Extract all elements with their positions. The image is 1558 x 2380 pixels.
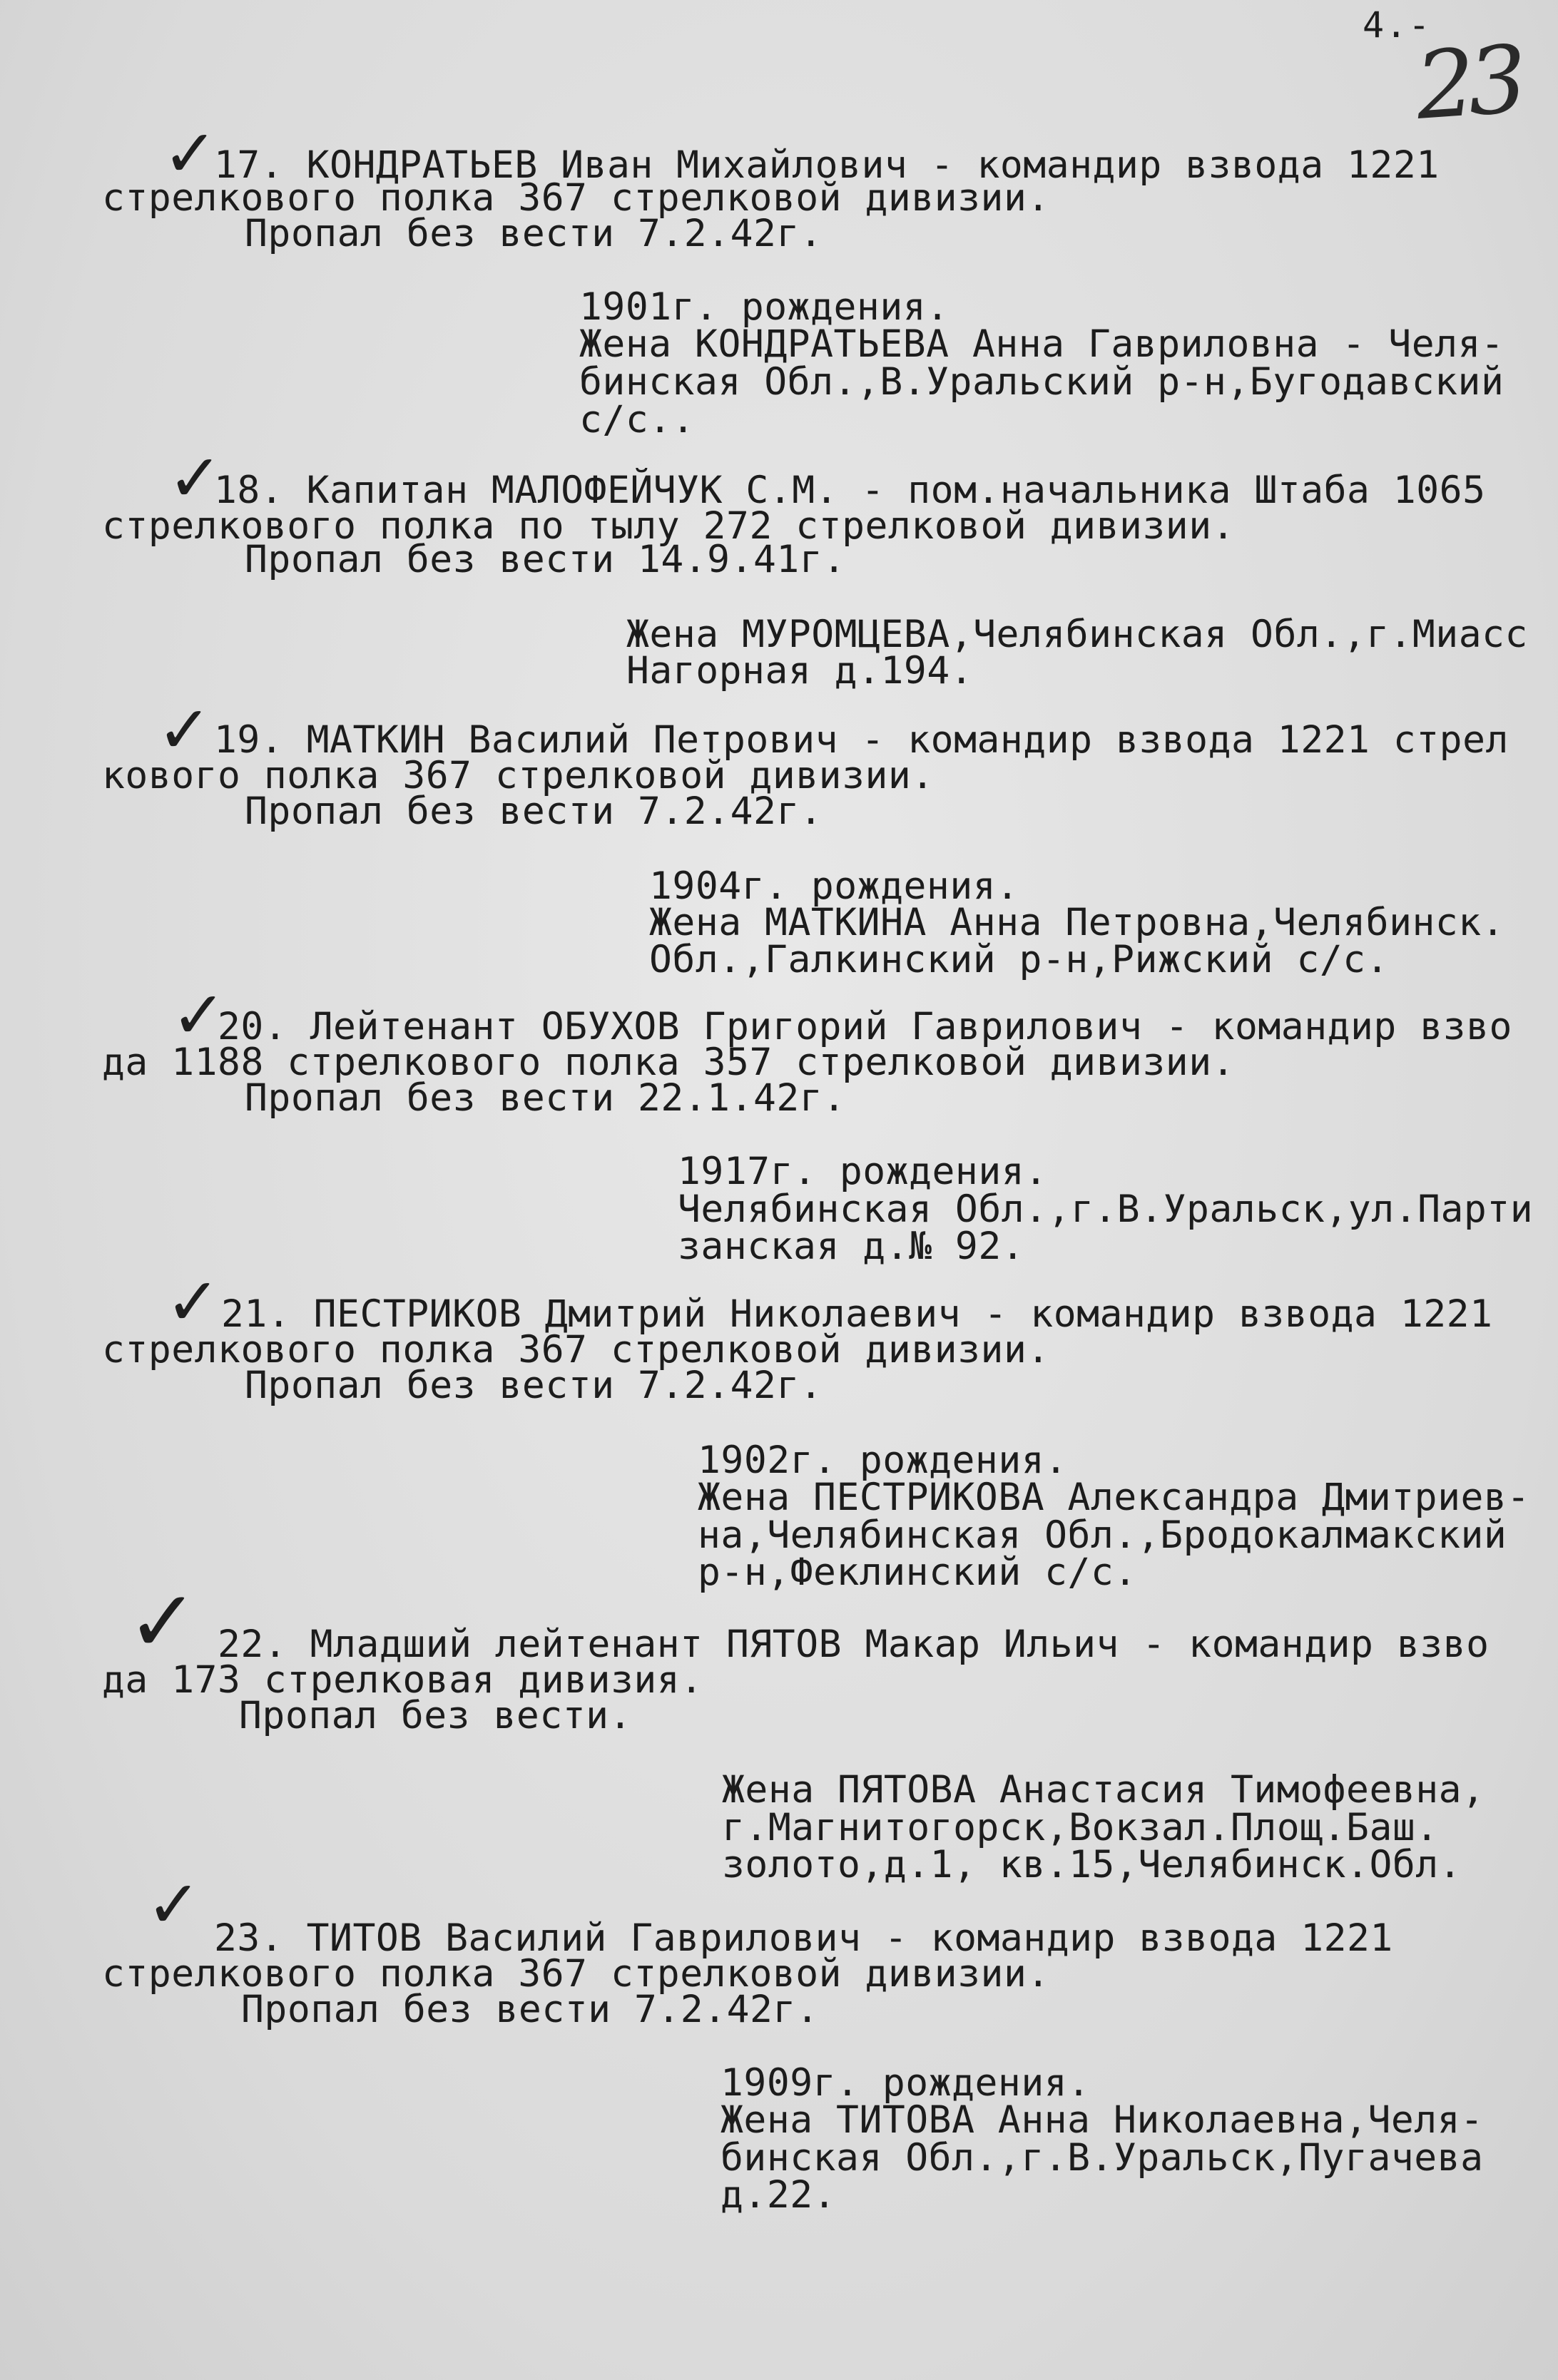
- entry-detail: Жена ПЯТОВА Анастасия Тимофеевна,: [722, 1768, 1485, 1812]
- entry-detail: 1917г. рождения.: [678, 1150, 1048, 1193]
- entry-line-1: 20. Лейтенант ОБУХОВ Григорий Гаврилович - командир взво: [218, 1005, 1512, 1048]
- entry-detail: г.Магнитогорск,Вокзал.Площ.Баш.: [722, 1806, 1439, 1849]
- entry-detail: занская д.№ 92.: [678, 1225, 1025, 1268]
- checkmark-icon: ✓: [163, 116, 218, 192]
- handwritten-page-number: 23: [1412, 25, 1524, 141]
- entry-detail: золото,д.1, кв.15,Челябинск.Обл.: [722, 1843, 1462, 1886]
- entry-line-2: стрелкового полка 367 стрелковой дивизии.: [102, 176, 1050, 220]
- entry-detail: Жена КОНДРАТЬЕВА Анна Гавриловна - Челя-: [579, 322, 1504, 366]
- entry-missing-line: Пропал без вести 22.1.42г.: [245, 1076, 846, 1120]
- checkmark-icon: ✓: [127, 1573, 199, 1672]
- checkmark-icon: ✓: [157, 692, 213, 768]
- entry-detail: на,Челябинская Обл.,Бродокалмакский: [698, 1513, 1507, 1557]
- entry-detail: р-н,Феклинский с/с.: [698, 1551, 1137, 1594]
- entry-detail: с/с..: [579, 398, 696, 441]
- entry-detail: Нагорная д.194.: [626, 649, 974, 693]
- entry-line-1: 19. МАТКИН Василий Петрович - командир взвода 1221 стрел: [214, 718, 1509, 762]
- checkmark-icon: ✓: [168, 440, 223, 516]
- entry-line-1: 23. ТИТОВ Василий Гаврилович - командир взвода 1221: [214, 1916, 1393, 1960]
- entry-missing-line: Пропал без вести 7.2.42г.: [245, 790, 823, 833]
- entry-detail: Жена МУРОМЦЕВА,Челябинская Обл.,г.Миасс: [626, 613, 1528, 656]
- entry-line-2: кового полка 367 стрелковой дивизии.: [102, 754, 935, 797]
- entry-detail: Жена ТИТОВА Анна Николаевна,Челя-: [721, 2098, 1484, 2142]
- entry-line-2: стрелкового полка 367 стрелковой дивизии.: [102, 1952, 1050, 1996]
- entry-line-2: да 173 стрелковая дивизия.: [102, 1658, 703, 1702]
- entry-detail: бинская Обл.,В.Уральский р-н,Бугодавский: [579, 360, 1504, 404]
- entry-detail: Жена ПЕСТРИКОВА Александра Дмитриев-: [698, 1476, 1530, 1519]
- entry-detail: д.22.: [721, 2173, 837, 2217]
- entry-detail: Обл.,Галкинский р-н,Рижский с/с.: [649, 938, 1390, 981]
- entry-missing-line: Пропал без вести 14.9.41г.: [245, 538, 846, 581]
- entry-missing-line: Пропал без вести 7.2.42г.: [241, 1988, 820, 2031]
- checkmark-icon: ✓: [171, 977, 227, 1053]
- entry-missing-line: Пропал без вести 7.2.42г.: [245, 212, 823, 255]
- entry-line-2: стрелкового полка 367 стрелковой дивизии.: [102, 1328, 1050, 1372]
- entry-detail: 1909г. рождения.: [721, 2061, 1091, 2105]
- checkmark-icon: ✓: [146, 1866, 202, 1943]
- entry-line-1: 17. КОНДРАТЬЕВ Иван Михайлович - командир взвода 1221: [214, 143, 1440, 187]
- page-number: 4.-: [1363, 4, 1432, 46]
- entry-line-1: 21. ПЕСТРИКОВ Дмитрий Николаевич - командир взвода 1221: [221, 1292, 1493, 1336]
- entry-line-2: стрелкового полка по тылу 272 стрелковой дивизии.: [102, 504, 1236, 548]
- entry-line-1: 22. Младший лейтенант ПЯТОВ Макар Ильич - командир взво: [218, 1623, 1490, 1666]
- entry-detail: 1904г. рождения.: [649, 864, 1019, 908]
- entry-detail: Жена МАТКИНА Анна Петровна,Челябинск.: [649, 901, 1505, 944]
- entry-detail: 1902г. рождения.: [698, 1439, 1068, 1482]
- entry-line-2: да 1188 стрелкового полка 357 стрелковой дивизии.: [102, 1041, 1236, 1084]
- entry-detail: Челябинская Обл.,г.В.Уральск,ул.Парти: [678, 1188, 1534, 1231]
- checkmark-icon: ✓: [166, 1264, 221, 1340]
- entry-missing-line: Пропал без вести 7.2.42г.: [245, 1364, 823, 1407]
- entry-detail: бинская Обл.,г.В.Уральск,Пугачева: [721, 2136, 1484, 2180]
- entry-detail: 1901г. рождения.: [579, 285, 949, 329]
- entry-missing-line: Пропал без вести.: [239, 1694, 632, 1737]
- entry-line-1: 18. Капитан МАЛОФЕЙЧУК С.М. - пом.начальника Штаба 1065: [214, 469, 1486, 512]
